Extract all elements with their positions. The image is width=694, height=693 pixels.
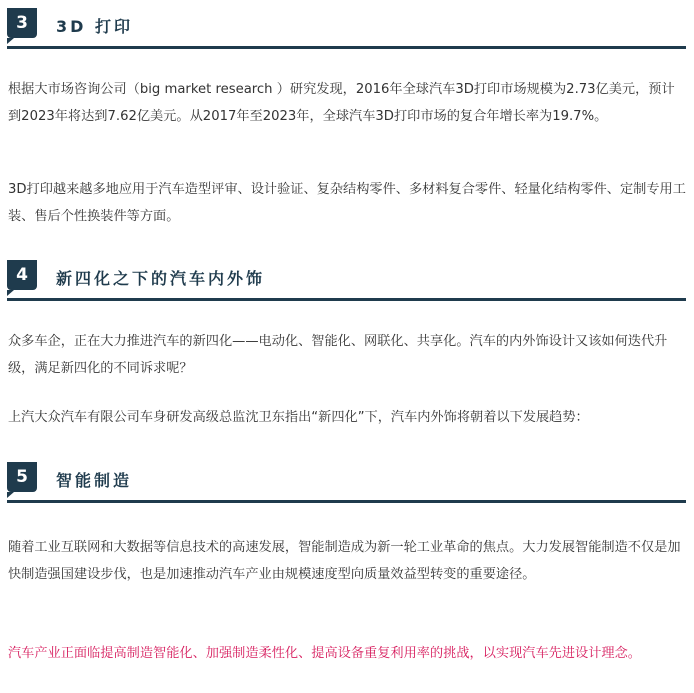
section-header-3d-printing (0, 8, 686, 50)
paragraph: 随着工业互联网和大数据等信息技术的高速发展，智能制造成为新一轮工业革命的焦点。大力发展智能制造不仅是加快制造强国建设步伐，也是加速推动汽车产业由规模速度型向质量效益型转变的重要途径。 (8, 540, 681, 582)
paragraph: 众多车企，正在大力推进汽车的新四化——电动化、智能化、网联化、共享化。汽车的内外饰设计又该如何迭代升级，满足新四化的不同诉求呢？ (8, 334, 668, 376)
highlighted-paragraph: 汽车产业正面临提高制造智能化、加强制造柔性化、提高设备重复利用率的挑战，以实现汽车先进设计理念。 (8, 646, 641, 661)
section-number-badge: 3 (7, 8, 37, 38)
section-header-interior-exterior (0, 260, 686, 302)
paragraph: 根据大市场咨询公司（big market research ）研究发现，2016年全球汽车3D打印市场规模为2.73亿美元，预计到2023年将达到7.62亿美元。从2017年至2023年，全球汽车3D打印市场的复合年增长率为19.7%。 (8, 82, 675, 124)
section-title: 智能制造 (56, 471, 133, 490)
badge-tail-decoration (7, 290, 14, 296)
paragraph: 3D打印越来越多地应用于汽车造型评审、设计验证、复杂结构零件、多材料复合零件、轻量化结构零件、定制专用工装、售后个性换装件等方面。 (8, 182, 686, 224)
section-header-smart-manufacturing (0, 462, 686, 504)
badge-tail-decoration (7, 38, 14, 44)
section-number-badge: 5 (7, 462, 37, 492)
section-divider (7, 46, 686, 49)
section-divider (7, 500, 686, 503)
section-title: 3D 打印 (56, 17, 133, 36)
section-number-badge: 4 (7, 260, 37, 290)
badge-tail-decoration (7, 492, 14, 498)
section-title: 新四化之下的汽车内外饰 (56, 269, 266, 288)
section-divider (7, 298, 686, 301)
paragraph: 上汽大众汽车有限公司车身研发高级总监沈卫东指出“新四化”下，汽车内外饰将朝着以下发展趋势： (8, 410, 589, 425)
